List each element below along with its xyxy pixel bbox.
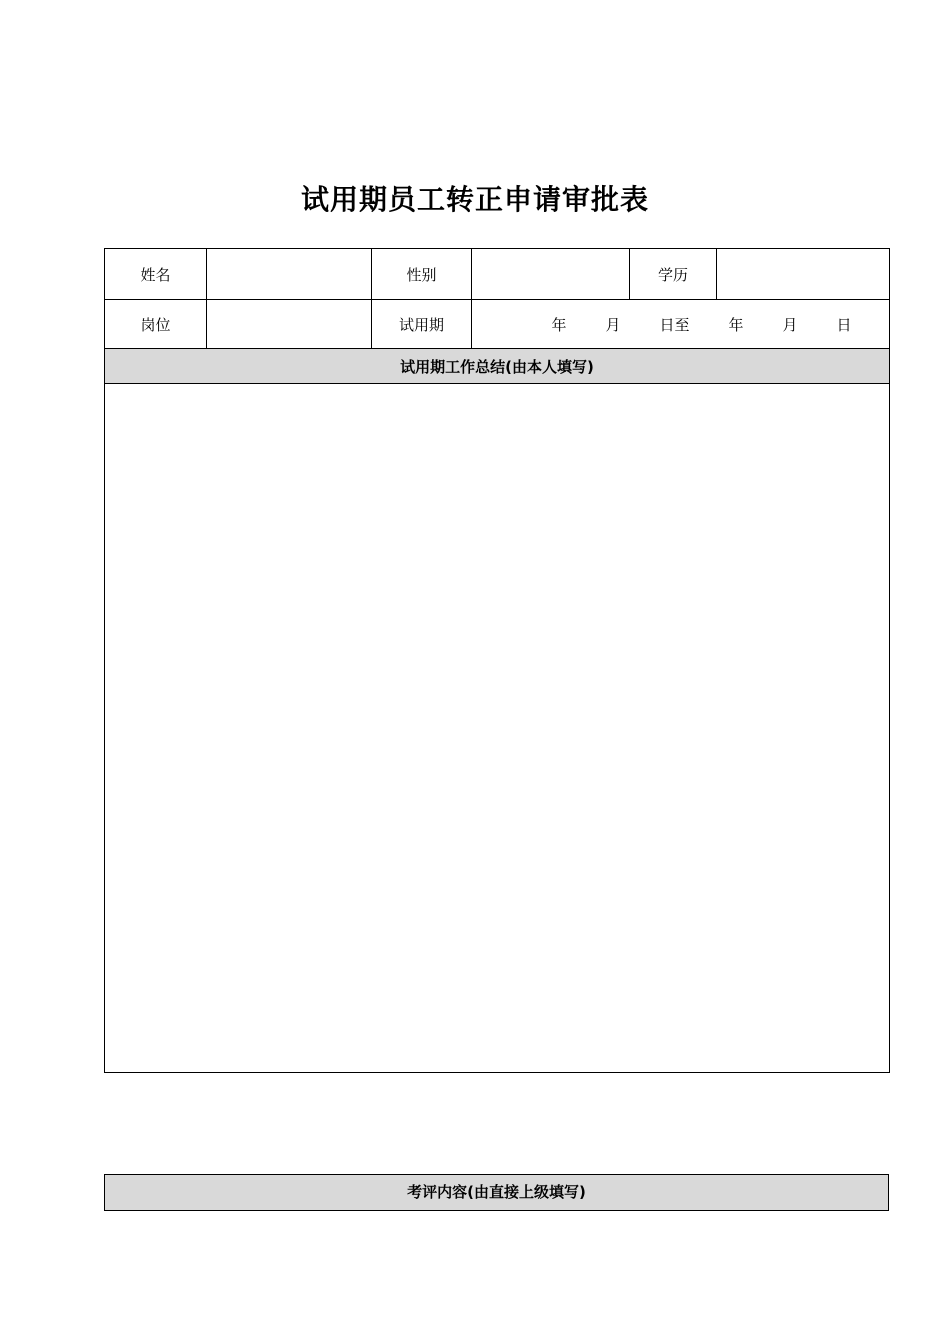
position-label: 岗位 xyxy=(105,300,207,349)
month-start-label: 月 xyxy=(605,315,621,334)
approval-form-table xyxy=(104,248,890,1073)
gender-field[interactable] xyxy=(472,249,630,300)
form-row-position xyxy=(105,300,890,349)
summary-body-row xyxy=(105,384,890,1073)
summary-section-header-row xyxy=(105,349,890,384)
year-end-label: 年 xyxy=(728,315,744,334)
probation-date-field[interactable] xyxy=(472,300,890,349)
day-end-label: 日 xyxy=(836,315,852,334)
form-row-basic-info xyxy=(105,249,890,300)
probation-label: 试用期 xyxy=(372,300,472,349)
evaluation-section-header: 考评内容(由直接上级填写) xyxy=(104,1174,889,1211)
month-end-label: 月 xyxy=(782,315,798,334)
day-to-label: 日至 xyxy=(659,315,690,334)
position-field[interactable] xyxy=(207,300,372,349)
summary-section-header: 试用期工作总结(由本人填写) xyxy=(105,349,890,384)
name-field[interactable] xyxy=(207,249,372,300)
name-label: 姓名 xyxy=(105,249,207,300)
education-field[interactable] xyxy=(717,249,890,300)
summary-text-area[interactable] xyxy=(105,384,890,1073)
year-start-label: 年 xyxy=(551,315,567,334)
document-title: 试用期员工转正申请审批表 xyxy=(300,183,649,216)
gender-label: 性别 xyxy=(372,249,472,300)
education-label: 学历 xyxy=(630,249,717,300)
